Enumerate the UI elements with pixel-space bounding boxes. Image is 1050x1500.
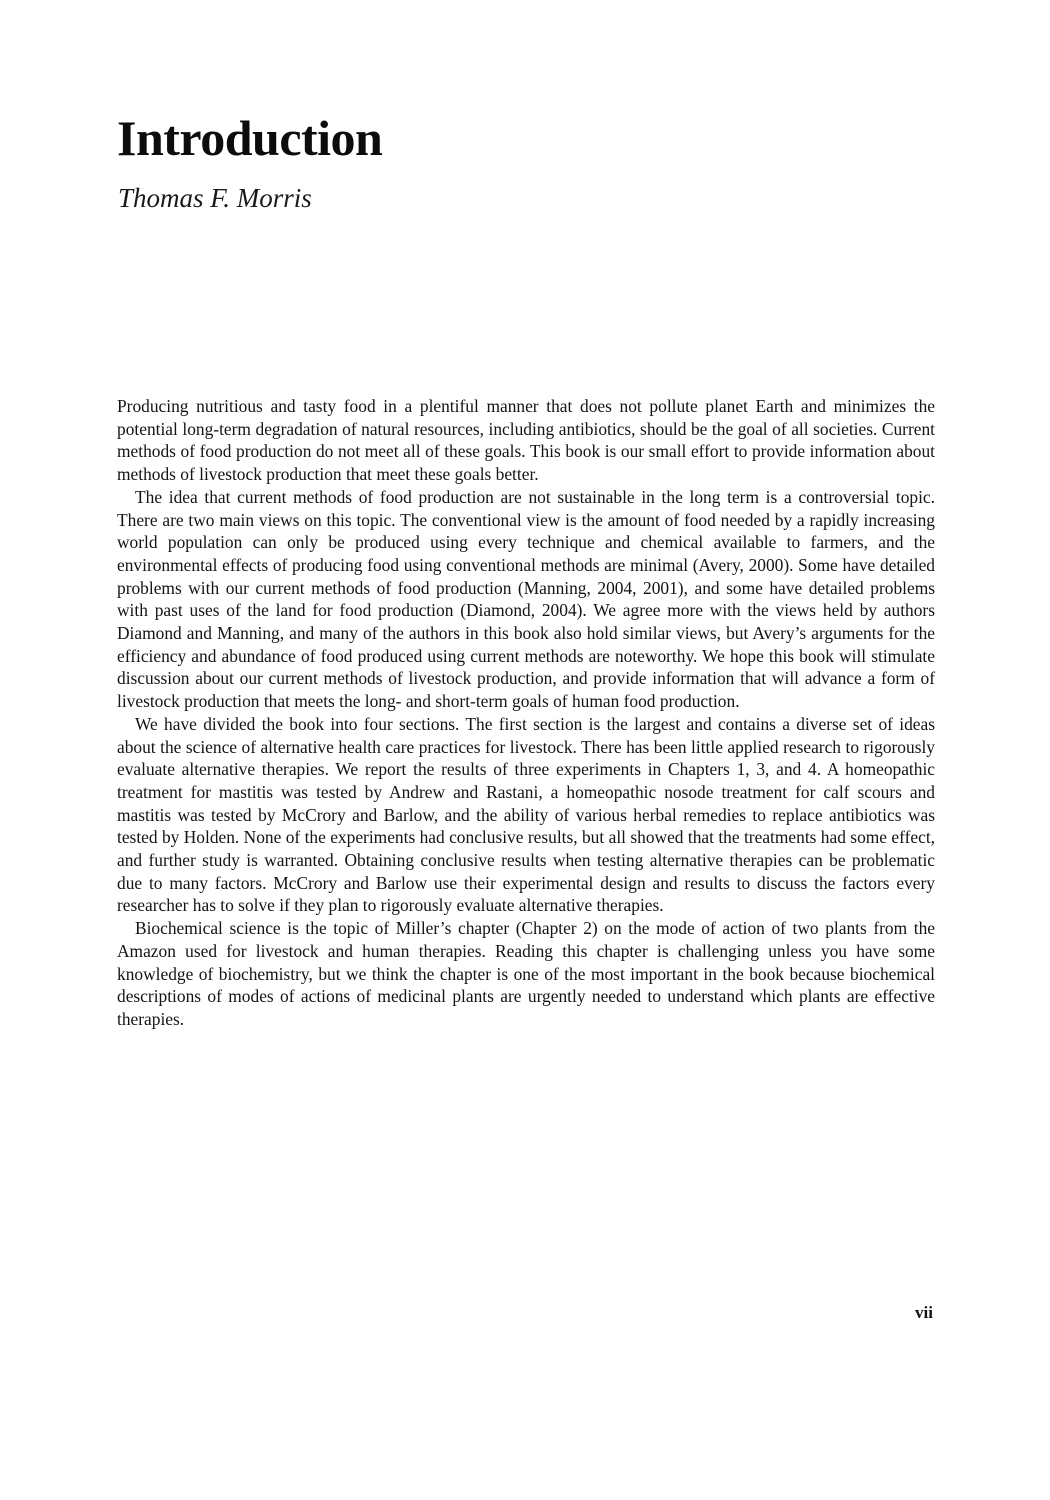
paragraph: The idea that current methods of food production are not sustainable in the long term is a controversial topic. There are two main views on this topic. The conventional view is the amount of food needed by a rapidly increasing world population can only be produced using every technique and chemical available to farmers, and the environmental effects of producing food using conventional methods are minimal (Avery, 2000). Some have detailed problems with our current methods of food production (Manning, 2004, 2001), and some have detailed problems with past uses of the land for food production (Diamond, 2004). We agree more with the views held by authors Diamond and Manning, and many of the authors in this book also hold similar views, but Avery’s arguments for the efficiency and abundance of food produced using current methods are noteworthy. We hope this book will stimulate discussion about our current methods of livestock production, and provide information that will advance a form of livestock production that meets the long- and short-term goals of human food production. bbox=[117, 486, 935, 712]
chapter-author: Thomas F. Morris bbox=[118, 183, 312, 213]
paragraph: Biochemical science is the topic of Miller’s chapter (Chapter 2) on the mode of action of two plants from the Amazon used for livestock and human therapies. Reading this chapter is challenging unless you have some knowledge of biochemistry, but we think the chapter is one of the most important in the book because biochemical descriptions of modes of actions of medicinal plants are urgently needed to understand which plants are effective therapies. bbox=[117, 918, 935, 1029]
paragraph: Producing nutritious and tasty food in a plentiful manner that does not pollute planet Earth and minimizes the potential long-term degradation of natural resources, including antibiotics, should be the goal of all societies. Current methods of food production do not meet all of these goals. This book is our small effort to provide information about methods of livestock production that meet these goals better. bbox=[117, 396, 935, 485]
chapter-title: Introduction bbox=[117, 110, 383, 166]
chapter-body bbox=[117, 395, 935, 1031]
paragraph: We have divided the book into four sections. The first section is the largest and contains a diverse set of ideas about the science of alternative health care practices for livestock. There has been little applied research to rigorously evaluate alternative therapies. We report the results of three experiments in Chapters 1, 3, and 4. A homeopathic treatment for mastitis was tested by Andrew and Rastani, a homeopathic nosode treatment for calf scours and mastitis was tested by McCrory and Barlow, and the ability of various herbal remedies to replace antibiotics was tested by Holden. None of the experiments had conclusive results, but all showed that the treatments had some effect, and further study is warranted. Obtaining conclusive results when testing alternative therapies can be problematic due to many factors. McCrory and Barlow use their experimental design and results to discuss the factors every researcher has to solve if they plan to rigorously evaluate alternative therapies. bbox=[117, 713, 935, 916]
page-number: vii bbox=[915, 1303, 933, 1322]
